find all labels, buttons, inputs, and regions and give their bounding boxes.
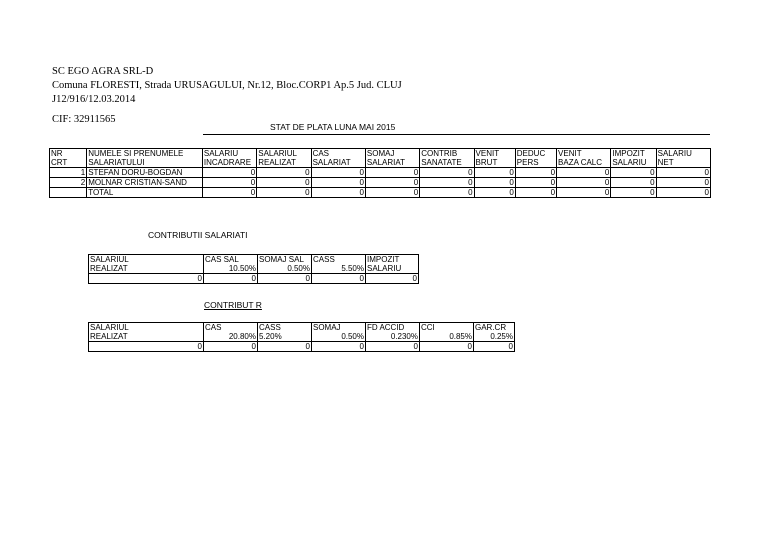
value-cell: 0 xyxy=(420,178,474,188)
value-cell: 0 xyxy=(515,168,556,178)
company-cif: CIF: 32911565 xyxy=(52,114,116,125)
header-cell: BAZA CALC xyxy=(557,158,611,168)
header-cell: CRT xyxy=(50,158,87,168)
header-cell: SOMAJ xyxy=(365,149,419,159)
header-cell: GAR.CR xyxy=(474,323,515,333)
header-cell: CASS xyxy=(258,323,312,333)
employee-name: MOLNAR CRISTIAN-SAND xyxy=(87,178,203,188)
contrib-salariati-title: CONTRIBUTII SALARIATI xyxy=(148,230,248,240)
header-cell: SALARIAT xyxy=(365,158,419,168)
value-cell: 0 xyxy=(515,178,556,188)
value-cell: 0 xyxy=(312,274,366,284)
total-cell: 0 xyxy=(557,188,611,198)
row-number: 2 xyxy=(50,178,87,188)
value-cell: 0 xyxy=(611,178,656,188)
header-cell: DEDUC xyxy=(515,149,556,159)
table-row xyxy=(89,274,419,284)
header-cell: REALIZAT xyxy=(89,332,204,342)
value-cell: 0 xyxy=(656,168,710,178)
employee-name: STEFAN DORU-BOGDAN xyxy=(87,168,203,178)
rate-cell: 0.85% xyxy=(420,332,474,342)
rate-cell: 0.230% xyxy=(366,332,420,342)
payroll-table xyxy=(49,148,711,198)
rate-cell: 10.50% xyxy=(204,264,258,274)
total-cell: 0 xyxy=(656,188,710,198)
total-label: TOTAL xyxy=(87,188,203,198)
header-cell: NUMELE SI PRENUMELE xyxy=(87,149,203,159)
header-cell: CAS SAL xyxy=(204,255,258,265)
total-cell: 0 xyxy=(420,188,474,198)
value-cell: 0 xyxy=(257,178,311,188)
document-title: STAT DE PLATA LUNA MAI 2015 xyxy=(270,122,396,132)
value-cell: 0 xyxy=(258,274,312,284)
row-number: 1 xyxy=(50,168,87,178)
value-cell: 0 xyxy=(420,168,474,178)
value-cell: 0 xyxy=(366,274,419,284)
value-cell: 0 xyxy=(311,178,365,188)
header-cell: NR xyxy=(50,149,87,159)
header-cell: SOMAJ SAL xyxy=(258,255,312,265)
header-row-bottom xyxy=(89,332,515,342)
value-cell: 0 xyxy=(557,178,611,188)
contrib-r-title: CONTRIBUT R xyxy=(204,300,262,310)
total-cell: 0 xyxy=(474,188,515,198)
value-cell: 0 xyxy=(312,342,366,352)
value-cell: 0 xyxy=(474,342,515,352)
header-cell: CCI xyxy=(420,323,474,333)
header-cell: IMPOZIT xyxy=(366,255,419,265)
value-cell: 0 xyxy=(474,178,515,188)
value-cell: 0 xyxy=(365,178,419,188)
total-row xyxy=(50,188,711,198)
header-cell: SALARIU xyxy=(656,149,710,159)
header-cell: VENIT xyxy=(474,149,515,159)
total-cell: 0 xyxy=(515,188,556,198)
header-cell: SALARIU xyxy=(366,264,419,274)
header-cell: SALARIU xyxy=(611,158,656,168)
value-cell: 0 xyxy=(258,342,312,352)
header-row-bottom xyxy=(50,158,711,168)
total-cell: 0 xyxy=(365,188,419,198)
total-cell: 0 xyxy=(257,188,311,198)
header-cell: INCADRARE xyxy=(202,158,256,168)
value-cell: 0 xyxy=(202,168,256,178)
contrib-r-table xyxy=(88,322,515,352)
value-cell: 0 xyxy=(474,168,515,178)
header-cell: CASS xyxy=(312,255,366,265)
header-cell: SALARIUL xyxy=(89,323,204,333)
contrib-salariati-table xyxy=(88,254,419,284)
header-cell: IMPOZIT xyxy=(611,149,656,159)
value-cell: 0 xyxy=(311,168,365,178)
header-cell: VENIT xyxy=(557,149,611,159)
value-cell: 0 xyxy=(656,178,710,188)
value-cell: 0 xyxy=(204,274,258,284)
header-cell: BRUT xyxy=(474,158,515,168)
value-cell: 0 xyxy=(89,274,204,284)
header-row-top xyxy=(89,323,515,333)
value-cell: 0 xyxy=(204,342,258,352)
rate-cell: 0.50% xyxy=(312,332,366,342)
company-name: SC EGO AGRA SRL-D xyxy=(52,66,154,77)
header-cell: SANATATE xyxy=(420,158,474,168)
header-cell: SOMAJ xyxy=(312,323,366,333)
rate-cell: 5.50% xyxy=(312,264,366,274)
value-cell: 0 xyxy=(420,342,474,352)
table-row xyxy=(89,342,515,352)
total-cell: 0 xyxy=(611,188,656,198)
header-cell: SALARIUL xyxy=(89,255,204,265)
header-cell: SALARIUL xyxy=(257,149,311,159)
value-cell: 0 xyxy=(257,168,311,178)
rate-cell: 20.80% xyxy=(204,332,258,342)
header-cell: REALIZAT xyxy=(89,264,204,274)
header-cell: PERS xyxy=(515,158,556,168)
rate-cell: 0.25% xyxy=(474,332,515,342)
value-cell: 0 xyxy=(611,168,656,178)
rate-cell: 5.20% xyxy=(258,332,312,342)
value-cell: 0 xyxy=(89,342,204,352)
company-address: Comuna FLORESTI, Strada URUSAGULUI, Nr.12, Bloc.CORP1 Ap.5 Jud. CLUJ xyxy=(52,80,402,91)
header-cell: FD ACCID xyxy=(366,323,420,333)
value-cell: 0 xyxy=(365,168,419,178)
rate-cell: 0.50% xyxy=(258,264,312,274)
table-row xyxy=(50,168,711,178)
value-cell: 0 xyxy=(366,342,420,352)
header-cell: SALARIU xyxy=(202,149,256,159)
header-cell: SALARIAT xyxy=(311,158,365,168)
header-cell: CONTRIB xyxy=(420,149,474,159)
title-underline xyxy=(203,134,710,135)
header-cell: REALIZAT xyxy=(257,158,311,168)
table-row xyxy=(50,178,711,188)
header-row-top xyxy=(89,255,419,265)
value-cell: 0 xyxy=(202,178,256,188)
total-cell: 0 xyxy=(311,188,365,198)
total-cell: 0 xyxy=(202,188,256,198)
header-cell: SALARIATULUI xyxy=(87,158,203,168)
company-registration: J12/916/12.03.2014 xyxy=(52,94,136,105)
header-row-bottom xyxy=(89,264,419,274)
empty-cell xyxy=(50,188,87,198)
header-cell: CAS xyxy=(311,149,365,159)
header-cell: NET xyxy=(656,158,710,168)
value-cell: 0 xyxy=(557,168,611,178)
header-cell: CAS xyxy=(204,323,258,333)
header-row-top xyxy=(50,149,711,159)
